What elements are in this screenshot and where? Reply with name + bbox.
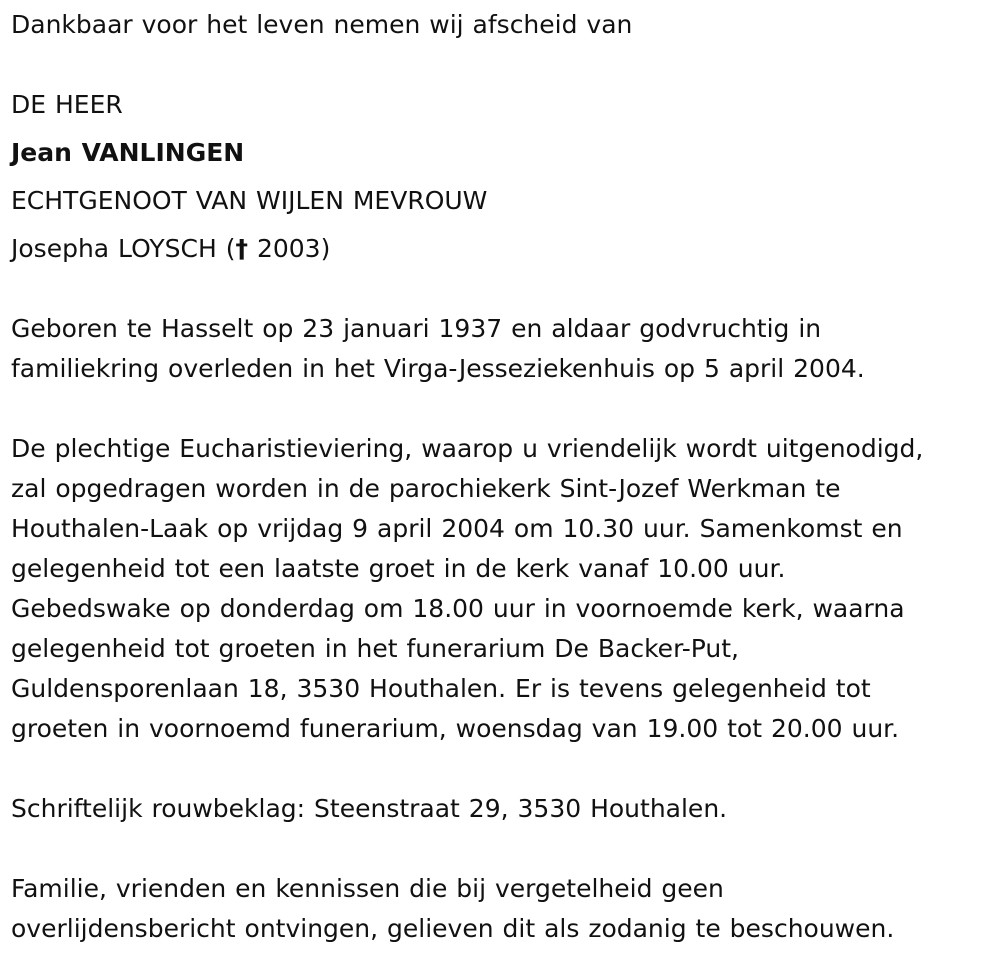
ceremony-paragraph-line: Guldensporenlaan 18, 3530 Houthalen. Er is tevens gelegenheid tot: [11, 674, 871, 703]
ceremony-paragraph-line: Gebedswake op donderdag om 18.00 uur in voornoemde kerk, waarna: [11, 594, 905, 623]
ceremony-paragraph-line: gelegenheid tot een laatste groet in de kerk vanaf 10.00 uur.: [11, 554, 786, 583]
deceased-name: Jean VANLINGEN: [11, 138, 245, 167]
closing-paragraph-line: Familie, vrienden en kennissen die bij vergetelheid geen: [11, 874, 724, 903]
ceremony-paragraph-line: groeten in voornoemd funerarium, woensdag van 19.00 tot 20.00 uur.: [11, 714, 900, 743]
birth-paragraph-line: Geboren te Hasselt op 23 januari 1937 en aldaar godvruchtig in: [11, 314, 822, 343]
spouse-relation: ECHTGENOOT VAN WIJLEN MEVROUW: [11, 186, 488, 215]
ceremony-paragraph-line: gelegenheid tot groeten in het funerarium De Backer-Put,: [11, 634, 739, 663]
condolence-address: Schriftelijk rouwbeklag: Steenstraat 29, 3530 Houthalen.: [11, 794, 728, 823]
ceremony-paragraph-line: zal opgedragen worden in de parochiekerk Sint-Jozef Werkman te: [11, 474, 841, 503]
spouse-death-year: 2003): [248, 234, 331, 263]
spouse-line: [11, 229, 330, 269]
closing-paragraph-line: overlijdensbericht ontvingen, gelieven dit als zodanig te beschouwen.: [11, 914, 895, 943]
title-prefix: DE HEER: [11, 90, 123, 119]
ceremony-paragraph-line: Houthalen-Laak op vrijdag 9 april 2004 om 10.30 uur. Samenkomst en: [11, 514, 903, 543]
birth-paragraph-line: familiekring overleden in het Virga-Jesseziekenhuis op 5 april 2004.: [11, 354, 865, 383]
intro-line: Dankbaar voor het leven nemen wij afscheid van: [11, 10, 633, 39]
ceremony-paragraph-line: De plechtige Eucharistieviering, waarop u vriendelijk wordt uitgenodigd,: [11, 434, 924, 463]
cross-icon: †: [235, 234, 248, 263]
spouse-name: Josepha LOYSCH (: [11, 234, 236, 263]
